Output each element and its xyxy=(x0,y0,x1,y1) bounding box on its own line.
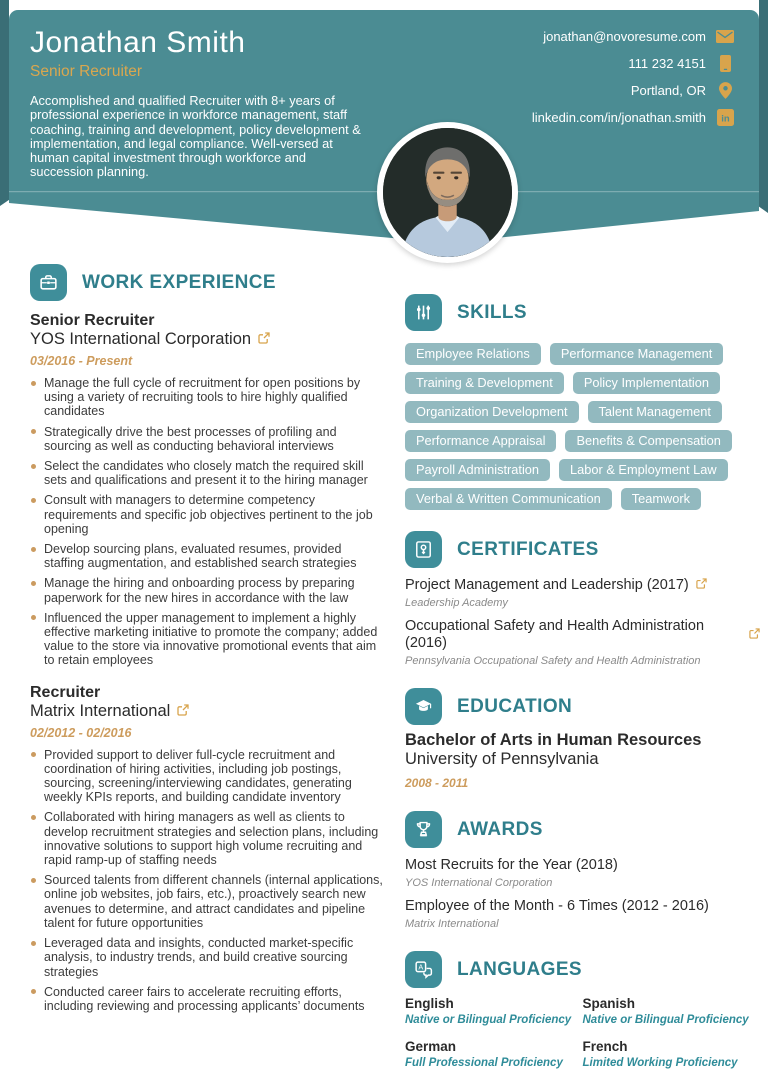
award-title xyxy=(405,857,760,874)
skills-icon xyxy=(405,294,442,331)
skills-section xyxy=(405,294,760,510)
work-experience-title: WORK EXPERIENCE xyxy=(82,271,276,293)
graduation-cap-icon xyxy=(405,688,442,725)
job-bullet: Select the candidates who closely match the required skill sets and qualifications and present it to the hiring manager xyxy=(30,459,383,487)
linkedin-icon xyxy=(716,109,734,126)
job-bullet: Sourced talents from different channels (internal applications, online job websites, job fairs, etc.), proactively search new avenues to determine, and attract candidates and pipeline talent for future opportunities xyxy=(30,873,383,930)
person-job-title: Senior Recruiter xyxy=(30,63,142,80)
skill-pill: Employee Relations xyxy=(405,343,541,365)
languages-header xyxy=(405,951,760,988)
job-company xyxy=(30,702,383,721)
certificate-title-text: Project Management and Leadership (2017) xyxy=(405,577,689,593)
ribbon-fold-left xyxy=(0,0,9,206)
language-name: Spanish xyxy=(582,996,636,1011)
award-title-text: Most Recruits for the Year (2018) xyxy=(405,857,618,873)
certificate-item xyxy=(405,618,760,667)
certificate-icon xyxy=(405,531,442,568)
certificates-section xyxy=(405,531,760,667)
job-dates: 03/2016 - Present xyxy=(30,354,133,368)
language-list xyxy=(405,996,760,1069)
skill-pill: Performance Management xyxy=(550,343,724,365)
svg-text:in: in xyxy=(720,113,730,125)
work-experience-section xyxy=(30,264,383,1069)
education-title: EDUCATION xyxy=(457,695,573,717)
job-bullet-list xyxy=(30,748,383,1013)
certificates-title: CERTIFICATES xyxy=(457,538,599,560)
skills-header xyxy=(405,294,760,331)
person-name: Jonathan Smith xyxy=(30,26,246,59)
svg-text:A: A xyxy=(418,962,424,972)
job-company-name: YOS International Corporation xyxy=(30,330,252,348)
skills-title: SKILLS xyxy=(457,301,527,323)
awards-section xyxy=(405,811,760,930)
languages-title: LANGUAGES xyxy=(457,958,582,980)
job-company-name: Matrix International xyxy=(30,701,171,720)
job-role: Recruiter xyxy=(30,683,101,701)
resume-body xyxy=(30,264,760,1069)
skill-pill: Talent Management xyxy=(588,401,722,423)
job-bullet: Strategically drive the best processes of profiling and sourcing as well as conducting behavioral interviews xyxy=(30,425,383,453)
external-link-icon[interactable] xyxy=(696,577,707,594)
job-bullet: Leveraged data and insights, conducted market-specific analysis, to industry trends, and build creative sourcing strategies xyxy=(30,936,383,979)
award-title-text: Employee of the Month - 6 Times (2012 - 2016) xyxy=(405,898,709,914)
job-company xyxy=(30,330,383,349)
certificate-issuer: Leadership Academy xyxy=(405,597,508,609)
award-item xyxy=(405,857,760,889)
awards-title: AWARDS xyxy=(457,818,543,840)
language-name: French xyxy=(582,1039,628,1054)
skill-pill: Teamwork xyxy=(621,488,701,510)
skill-pill: Training & Development xyxy=(405,372,564,394)
job-role: Senior Recruiter xyxy=(30,312,155,329)
skill-pill: Labor & Employment Law xyxy=(559,459,728,481)
certificate-item xyxy=(405,577,760,609)
skill-pill: Organization Development xyxy=(405,401,579,423)
language-level: Full Professional Proficiency xyxy=(405,1057,563,1069)
phone-icon xyxy=(716,55,734,72)
profile-photo xyxy=(377,122,518,263)
contact-linkedin-text[interactable]: linkedin.com/in/jonathan.smith xyxy=(531,110,706,125)
skill-pill: Policy Implementation xyxy=(573,372,720,394)
job-bullet: Conducted career fairs to accelerate recruiting efforts, including reviewing and processing applicants’ documents xyxy=(30,985,383,1013)
contact-email-text[interactable]: jonathan@novoresume.com xyxy=(543,29,706,44)
contact-email[interactable] xyxy=(532,28,734,45)
certificate-title-text: Occupational Safety and Health Administration (2016) xyxy=(405,618,705,651)
skill-pill: Performance Appraisal xyxy=(405,430,556,452)
job-bullet-list xyxy=(30,376,383,668)
trophy-icon xyxy=(405,811,442,848)
skill-pill: Verbal & Written Communication xyxy=(405,488,612,510)
job-bullet: Manage the full cycle of recruitment for open positions by using a variety of recruiting tools to hire highly qualified candidates xyxy=(30,376,383,419)
job-bullet: Manage the hiring and onboarding process by preparing paperwork for the new hires in accordance with the law xyxy=(30,576,383,604)
languages-section xyxy=(405,951,760,1069)
contact-location-text: Portland, OR xyxy=(630,83,706,98)
certificates-header xyxy=(405,531,760,568)
awards-header xyxy=(405,811,760,848)
translate-icon xyxy=(405,951,442,988)
language-level: Native or Bilingual Proficiency xyxy=(582,1014,749,1026)
certificate-title xyxy=(405,577,760,594)
external-link-icon[interactable] xyxy=(258,330,270,349)
job-bullet: Provided support to deliver full-cycle recruitment and coordination of hiring activities, including job postings, sourcing, screening/interviewing candidates, generating weekly KPIs reports, and building candidate inventory xyxy=(30,748,383,805)
language-level: Limited Working Proficiency xyxy=(582,1057,738,1069)
language-name: German xyxy=(405,1039,457,1054)
education-section xyxy=(405,688,760,790)
certificate-title xyxy=(405,618,760,652)
email-icon xyxy=(716,30,734,43)
language-level: Native or Bilingual Proficiency xyxy=(405,1014,572,1026)
contact-linkedin[interactable] xyxy=(532,109,734,126)
job-entry xyxy=(30,311,383,668)
language-item xyxy=(405,1039,583,1069)
certificate-issuer: Pennsylvania Occupational Safety and Health Administration xyxy=(405,655,701,667)
education-school: University of Pennsylvania xyxy=(405,750,599,768)
job-bullet: Collaborated with hiring managers as well as clients to develop recruitment strategies and selection plans, including innovative solutions to support high volume recruiting and rapid ramp-up of staffing needs xyxy=(30,810,383,867)
portrait-illustration xyxy=(383,128,512,257)
job-bullet: Develop sourcing plans, evaluated resumes, provided staffing augmentation, and established search strategies xyxy=(30,542,383,570)
language-item xyxy=(583,996,761,1026)
contact-location xyxy=(532,82,734,99)
language-name: English xyxy=(405,996,454,1011)
job-entry xyxy=(30,683,383,1013)
profile-summary: Accomplished and qualified Recruiter with 8+ years of professional experience in workforce management, staff coaching, training and development, policy development & implementation, and legal compliance. Well-versed at human capital investment through workforce and succession planning. xyxy=(30,93,361,180)
education-degree: Bachelor of Arts in Human Resources xyxy=(405,731,702,749)
award-org: YOS International Corporation xyxy=(405,877,553,889)
job-dates: 02/2012 - 02/2016 xyxy=(30,725,132,740)
education-dates: 2008 - 2011 xyxy=(405,776,469,790)
contact-phone xyxy=(532,55,734,72)
award-org: Matrix International xyxy=(405,918,499,930)
language-item xyxy=(583,1039,761,1069)
location-icon xyxy=(716,82,734,99)
award-item xyxy=(405,898,760,930)
award-title xyxy=(405,898,760,915)
education-header xyxy=(405,688,760,725)
contact-phone-text: 111 232 4151 xyxy=(628,56,706,71)
skill-pill-list xyxy=(405,343,760,510)
language-item xyxy=(405,996,583,1026)
contact-list xyxy=(532,28,734,136)
work-experience-header xyxy=(30,264,383,301)
job-bullet: Consult with managers to determine competency requirements and specific job objectives pertinent to the job opening xyxy=(30,493,383,536)
skill-pill: Benefits & Compensation xyxy=(565,430,731,452)
ribbon-fold-right xyxy=(759,0,768,213)
external-link-icon[interactable] xyxy=(749,627,760,644)
right-column xyxy=(405,264,760,1069)
external-link-icon[interactable] xyxy=(177,702,189,721)
skill-pill: Payroll Administration xyxy=(405,459,550,481)
job-bullet: Influenced the upper management to implement a highly effective marketing initiative to promote the company; added value to the store via innovative promotional events that aim to retain employees xyxy=(30,611,383,668)
briefcase-icon xyxy=(30,264,67,301)
